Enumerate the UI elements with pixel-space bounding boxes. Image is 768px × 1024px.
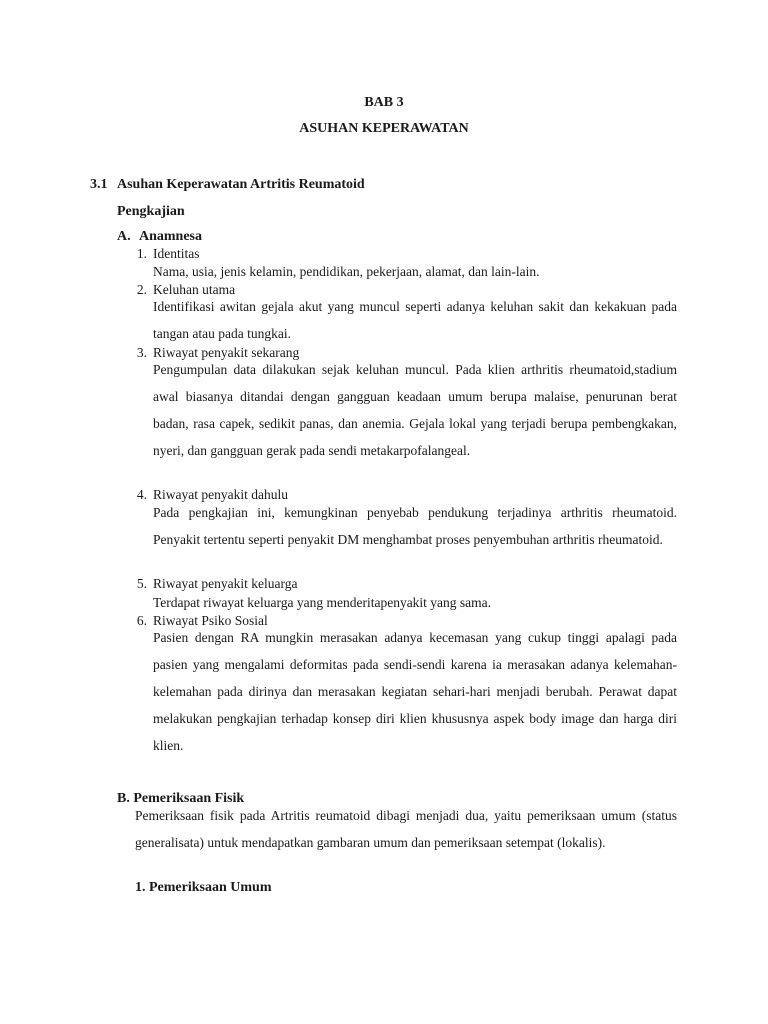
item-body: Nama, usia, jenis kelamin, pendidikan, pekerjaan, alamat, dan lain-lain. (153, 264, 540, 279)
chapter-label: BAB 3 (364, 95, 404, 110)
item-title: Riwayat penyakit sekarang (153, 345, 300, 360)
item-title: Identitas (153, 246, 200, 261)
item-title: Riwayat penyakit keluarga (153, 576, 298, 591)
item-body: Pengumpulan data dilakukan sejak keluhan muncul. Pada klien arthritis rheumatoid,stadium awal biasanya ditandai dengan gangguan keadaan umum berupa malaise, penurunan berat badan, rasa capek, sedikit panas, dan anemia. Gejala lokal yang terjadi berupa pembengkakan, nyeri, dan gangguan gerak pada sendi metakarpofalangeal. (153, 362, 677, 458)
subsection-title: Pengkajian (117, 204, 185, 219)
item-number: 3. (136, 345, 147, 360)
part-a-title: Anamnesa (139, 229, 203, 244)
part-b-title: B. Pemeriksaan Fisik (117, 791, 245, 806)
item-body: Pasien dengan RA mungkin merasakan adanya kecemasan yang cukup tinggi apalagi pada pasien yang mengalami deformitas pada sendi-sendi karena ia merasakan adanya kelemahan-kelemahan pada dirinya dan merasakan kegiatan sehari-hari menjadi berubah. Perawat dapat melakukan pengkajian terhadap konsep diri klien khususnya aspek body image dan harga diri klien. (153, 630, 677, 753)
item-number: 1. (136, 246, 147, 261)
part-b-sub-item: 1. Pemeriksaan Umum (135, 880, 272, 895)
item-number: 5. (136, 576, 147, 591)
item-number: 4. (136, 487, 147, 502)
item-number: 6. (136, 613, 147, 628)
item-body: Terdapat riwayat keluarga yang menderitapenyakit yang sama. (153, 595, 492, 610)
item-title: Riwayat penyakit dahulu (153, 487, 288, 502)
item-body: Pada pengkajian ini, kemungkinan penyebab pendukung terjadinya arthritis rheumatoid. Penyakit tertentu seperti penyakit DM menghambat proses penyembuhan arthritis rheumatoid. (153, 505, 677, 547)
section-title: Asuhan Keperawatan Artritis Reumatoid (117, 177, 365, 192)
part-a-letter: A. (117, 229, 131, 244)
item-body: Identifikasi awitan gejala akut yang muncul seperti adanya keluhan sakit dan kekakuan pada tangan atau pada tungkai. (153, 299, 677, 341)
item-title: Riwayat Psiko Sosial (153, 613, 268, 628)
chapter-title: ASUHAN KEPERAWATAN (299, 121, 469, 136)
part-b-body: Pemeriksaan fisik pada Artritis reumatoid dibagi menjadi dua, yaitu pemeriksaan umum (status generalisata) untuk mendapatkan gambaran umum dan pemeriksaan setempat (lokalis). (135, 808, 677, 850)
item-title: Keluhan utama (153, 282, 236, 297)
section-number: 3.1 (90, 177, 108, 192)
item-number: 2. (136, 282, 147, 297)
